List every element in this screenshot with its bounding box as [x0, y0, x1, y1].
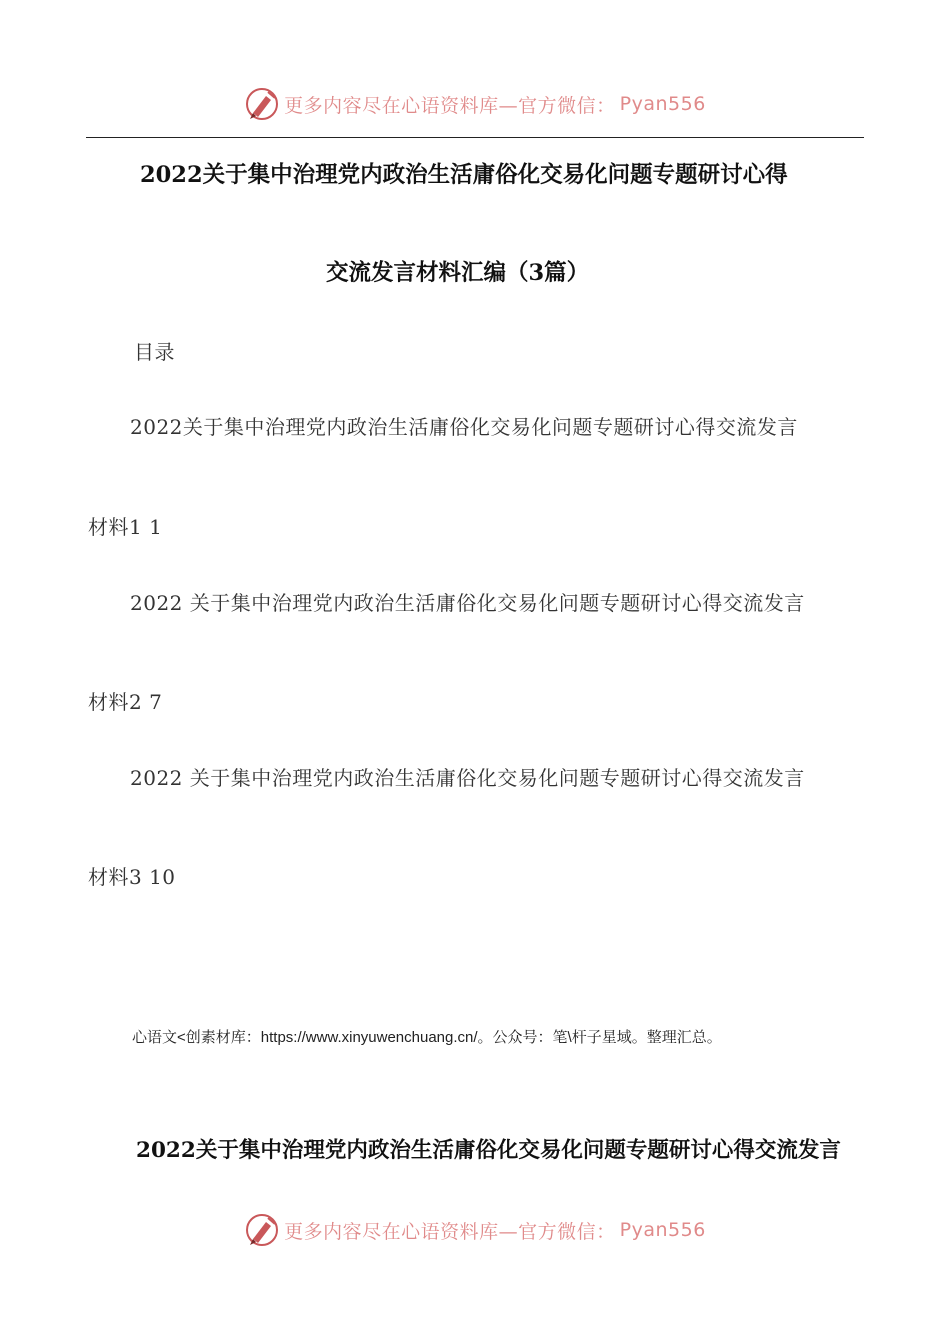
- pen-nib-logo-icon: [244, 86, 280, 122]
- footer-banner: [0, 1210, 950, 1250]
- banner-text: 更多内容尽在心语资料库—官方微信：: [284, 94, 616, 117]
- header-divider: [86, 137, 864, 138]
- toc-entry-3-line1[interactable]: 2022 关于集中治理党内政治生活庸俗化交易化问题专题研讨心得交流发言: [130, 766, 805, 790]
- banner-handle: Pyan556: [619, 93, 706, 115]
- source-note: 心语文<创素材库：https://www.xinyuwenchuang.cn/。公众号：笔\杆子星域。整理汇总。: [132, 1029, 722, 1046]
- banner-text: 更多内容尽在心语资料库—官方微信：: [284, 1220, 616, 1243]
- header-banner: [0, 84, 950, 124]
- toc-entry-2-line2[interactable]: 材料2 7: [88, 690, 163, 714]
- toc-heading: 目录: [134, 340, 175, 364]
- banner-handle: Pyan556: [619, 1219, 706, 1241]
- toc-entry-1-line1[interactable]: 2022关于集中治理党内政治生活庸俗化交易化问题专题研讨心得交流发言: [130, 415, 798, 439]
- document-title-line1: 2022关于集中治理党内政治生活庸俗化交易化问题专题研讨心得: [140, 162, 788, 188]
- toc-entry-1-line2[interactable]: 材料1 1: [88, 515, 163, 539]
- toc-entry-2-line1[interactable]: 2022 关于集中治理党内政治生活庸俗化交易化问题专题研讨心得交流发言: [130, 591, 805, 615]
- pen-nib-logo-icon: [244, 1212, 280, 1248]
- document-title-line2: 交流发言材料汇编（3篇）: [326, 260, 590, 286]
- section-title: 2022关于集中治理党内政治生活庸俗化交易化问题专题研讨心得交流发言: [136, 1138, 841, 1163]
- toc-entry-3-line2[interactable]: 材料3 10: [88, 865, 176, 889]
